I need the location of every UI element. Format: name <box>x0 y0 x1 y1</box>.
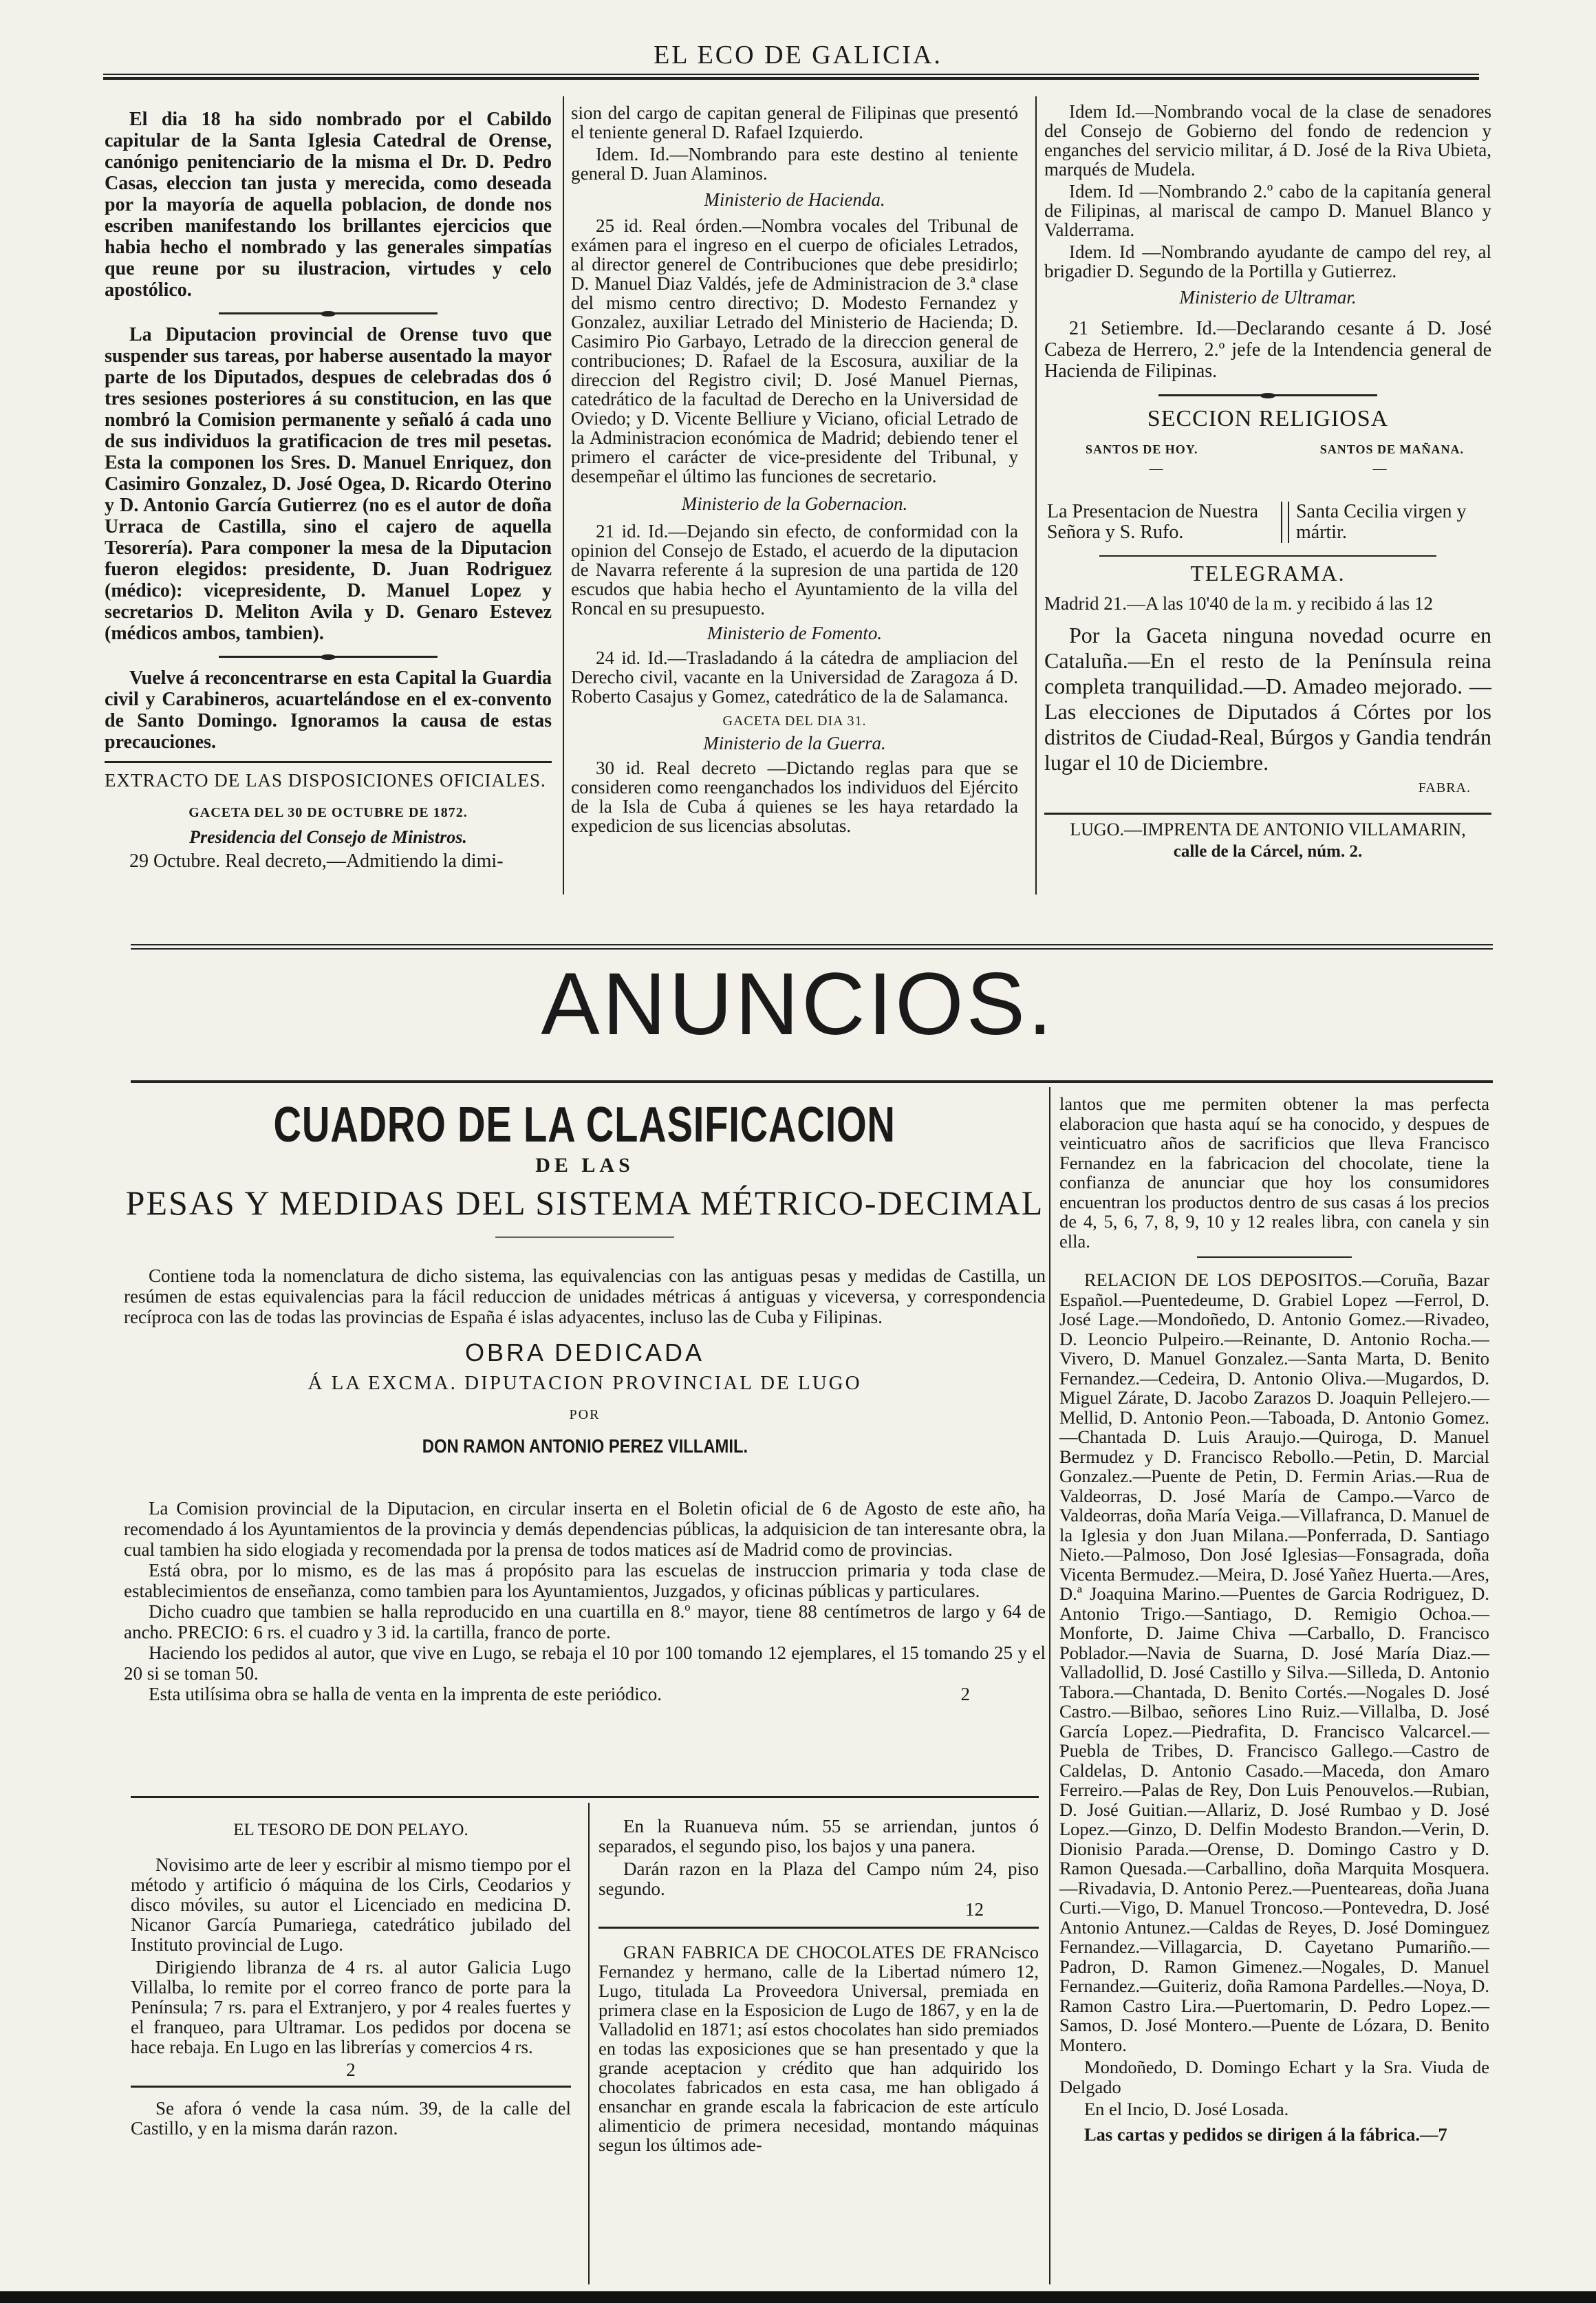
separator <box>1044 389 1491 398</box>
decree-dimision: sion del cargo de capitan general de Filipinas que presentó el teniente general D. Rafael Izquierdo. <box>571 103 1018 142</box>
ruanueva-p1: En la Ruanueva núm. 55 se arriendan, juntos ó separados, el segundo piso, los bajos y una panera. <box>598 1816 1039 1856</box>
anuncios-top-rule-2 <box>131 948 1493 950</box>
santos-hoy-heading: SANTOS DE HOY. <box>1086 442 1198 456</box>
article-guardia-civil: Vuelve á reconcentrarse en esta Capital la Guardia civil y Carabineros, acuartelándose en el ex-convento de Santo Domingo. Ignoramos la causa de estas precauciones. <box>105 667 552 753</box>
santos-manana-text: Santa Cecilia virgen y mártir. <box>1296 501 1467 543</box>
telegrama-dateline: Madrid 21.—A las 10'40 de la m. y recibido á las 12 <box>1044 593 1434 614</box>
cuadro-p1: La Comision provincial de la Diputacion, en circular inserta en el Boletin oficial de 6 de Agosto de este año, ha recomendado á los Ayuntamientos de la provincia y demás dependencias públicas, la adquisicion de tan interesante obra, la cual tambien ha sido elogiada y recomendada por la prensa de todos matices así de Madrid como de provincias. <box>124 1498 1046 1560</box>
telegrama-text: Por la Gaceta ninguna novedad ocurre en Cataluña.—En el resto de la Península reina completa tranquilidad.—D. Amadeo mejorado. —Las elecciones de Diputados á Córtes por los distritos de Ciudad-Real, Búrgos y Gandia tendrán lugar el 10 de Diciembre. <box>1044 623 1491 775</box>
imprenta-line-2: calle de la Cárcel, núm. 2. <box>1173 842 1363 861</box>
gaceta-dia-31: GACETA DEL DIA 31. <box>722 714 867 729</box>
rule <box>598 1927 1039 1929</box>
ornament-rule <box>495 1236 674 1238</box>
column-2 <box>571 103 1018 838</box>
section-rule <box>105 761 552 763</box>
cuadro-last-line <box>124 1684 1046 1704</box>
cuadro-author: DON RAMON ANTONIO PEREZ VILLAMIL. <box>422 1435 748 1457</box>
santos-divider <box>1281 502 1289 543</box>
telegrama-heading: TELEGRAMA. <box>1190 561 1346 586</box>
tesoro-p1: Novisimo arte de leer y escribir al mismo tiempo por el método y artificio ó máquina de los Cirls, Ceodarios y disco móviles, su autor el Licenciado en medicina D. Nicanor García Pumariega, catedrático jubilado del Instituto provincial de Lugo. <box>131 1854 571 1955</box>
page-bottom-edge <box>0 2291 1596 2303</box>
ministerio-fomento: Ministerio de Fomento. <box>707 623 883 643</box>
depositos-list: RELACION DE LOS DEPOSITOS.—Coruña, Bazar Español.—Puentedeume, D. Grabiel Lopez —Ferrol, D. José Lage.—Mondoñedo, D. Antonio Gomez.—Rivadeo, D. Leoncio Pulpeiro.—Reinante, D. Antonio Rocha.—Vivero, D. Manuel Gonzalez.—Santa Marta, D. Benito Fernandez.—Cedeira, D. Antonio Oliva.—Mugardos, D. Miguel Zárate, D. Jacobo Zarazos D. Joaquin Pellejero.—Mellid, D. Antonio Peon.—Taboada, D. Antonio Gomez.—Chantada D. Luis Araujo.—Quiroga, D. Manuel Bermudez y D. Francisco Rebollo.—Petin, D. Marcial Gonzalez.—Puente de Petin, D. Fermin Arias.—Rua de Valdeorras, D. José María de Campo.—Varco de Valdeorras, doña María Veiga.—Villafranca, D. Manuel de la Iglesia y don Juan Milana.—Ponferrada, D. Santiago Nieto.—Palmoso, Don José Iglesias—Fonsagrada, doña Vicenta Bermudez.—Meira, D. José Yañez Huerta.—Ares, D.ª Joaquina Marino.—Puentes de Garcia Rodriguez, D. Antonio Trigo.—Santiago, D. Remigio Ochoa.—Monforte, D. Jaime Chiva —Carballo, D. Francisco Poblador.—Navia de Suarna, D. José María Diaz.—Valladollid, D. José Castillo y Silva.—Silleda, D. Antonio Tabora.—Chantada, D. Benito Cortés.—Nogales D. José Castro.—Bilbao, señores Lino Ruiz.—Villalba, D. José García Lopez.—Piedrafita, D. Francisco Valcarcel.—Puebla de Tribes, D. Francisco Gallego.—Castro de Caldelas, D. Antonio Casado.—Maceda, don Amaro Ferreiro.—Palas de Rey, Don Luis Penouvelos.—Rubian, D. José Guitian.—Allariz, D. José Rumbao y D. José Lopez.—Ginzo, D. Delfin Modesto Brandon.—Verin, D. Dionisio Parada.—Orense, D. Domingo Castro y D. Ramon Quesada.—Carballino, doña Marquita Mosquera.—Rivadavia, D. Antonio Perez.—Puenteareas, doña Juana Curti.—Vigo, D. Manuel Troncoso.—Pontevedra, D. José Antonio Antunez.—Caldas de Reyes, D. José Dominguez Fernandez.—Villagarcia, D. Cayetano Pumariño.—Padron, D. Ramon Gimenez.—Nogales, D. Manuel Fernandez.—Guiteriz, doña Ramona Pardelles.—Noya, D. Ramon Castro Lira.—Puertomarin, D. Pedro Lopez.—Samos, D. José Montero.—Puente de Lózara, D. Benito Montero. <box>1059 1270 1489 2055</box>
santos-table <box>1044 502 1491 543</box>
santos-hoy-text: La Presentacion de Nuestra Señora y S. Rufo. <box>1047 501 1259 543</box>
decree-navarra: 21 id. Id.—Dejando sin efecto, de conformidad con la opinion del Consejo de Estado, el acuerdo de la diputacion de Navarra referente á la supresion de una partida de 120 escudos que habia hecho el Ayuntamiento de la villa del Roncal en su presupuesto. <box>571 521 1018 619</box>
column-3 <box>1044 102 1491 864</box>
cuadro-bottom-rule <box>131 1796 1039 1798</box>
separator <box>105 308 552 317</box>
ministerio-gobernacion: Ministerio de la Gobernacion. <box>681 493 908 514</box>
dedicada-a: Á LA EXCMA. DIPUTACION PROVINCIAL DE LUGO <box>308 1372 862 1394</box>
cuadro-subtitle: PESAS Y MEDIDAS DEL SISTEMA MÉTRICO-DECIMAL <box>125 1183 1044 1222</box>
presidencia-heading: Presidencia del Consejo de Ministros. <box>189 827 467 847</box>
separator <box>105 651 552 661</box>
fabrica-p1: GRAN FABRICA DE CHOCOLATES DE FRANcisco Fernandez y hermano, calle de la Libertad número 12, Lugo, titulada La Proveedora Universal, premiada en primera clase en la Esposicion de Lugo de 1867, y en la de Valladolid en 1871; así estos chocolates han sido premiados en todas las exposiciones que se han presentado y que la grande aceptacion y crédito que han adquirido los chocolates fabricados en esta casa, me han obligado á ensanchar en grande escala la fabricacion de este artículo alimenticio de primera necesidad, montando máquinas segun los últimos ade- <box>598 1942 1039 2155</box>
tesoro-title: EL TESORO DE DON PELAYO. <box>233 1821 468 1839</box>
column-divider <box>588 1803 590 2284</box>
casa-venta: Se afora ó vende la casa núm. 39, de la calle del Castillo, y en la misma darán razon. <box>131 2098 571 2139</box>
cuadro-delas: DE LAS <box>535 1154 634 1177</box>
decree-29-octubre: 29 Octubre. Real decreto,—Admitiendo la dimi- <box>129 850 504 872</box>
tesoro-p2: Dirigiendo libranza de 4 rs. al autor Galicia Lugo Villalba, lo remite por el correo franco de porte para la Península; 7 rs. para el Extranjero, y por 4 reales fuertes y el franqueo, para Ultramar. Los pedidos por docena se hace rebaja. En Lugo en las librerías y comercios 4 rs. <box>131 1957 571 2057</box>
column-divider <box>1035 96 1037 895</box>
tesoro-num: 2 <box>346 2059 356 2080</box>
cuadro-title: CUADRO DE LA CLASIFICACION <box>273 1097 896 1153</box>
article-diputacion-orense: La Diputacion provincial de Orense tuvo que suspender sus tareas, por haberse ausentado la mayor parte de los Diputados, despues de celebradas dos ó tres sesiones posteriores á su constitucion, en las que nombró la Comision permanente y señaló á cada uno de sus individuos la gratificacion de tres mil pesetas. Esta la componen los Sres. D. Manuel Enriquez, don Casimiro Gonzalez, D. José Ogea, D. Ricardo Oterino y D. Antonio García Gutierrez (no es el autor de doña Urraca de Castilla, sino el cajero de aquella Tesorería). Para componer la mesa de la Diputacion fueron elegidos: presidente, D. Juan Rodriguez (médico): vicepresidente, D. Manuel Lopez y secretarios D. Meliton Avila y D. Genaro Estevez (médicos ambos, tambien). <box>105 324 552 644</box>
cuadro-ad <box>124 1097 1046 1704</box>
depositos-mondonedo: Mondoñedo, D. Domingo Echart y la Sra. Viuda de Delgado <box>1059 2057 1489 2097</box>
cuadro-title-wrap <box>124 1097 1046 1153</box>
fabrica-continuation: lantos que me permiten obtener la mas perfecta elaboracion que hasta aquí se ha conocido, y despues de veinticuatro años de sacrificios que lleva Francisco Fernandez en la fabricacion del chocolate, tiene la confianza de anunciar que hoy los consumidores encuentran los productos dentro de sus casas á los precios de 4, 5, 6, 7, 8, 9, 10 y 12 reales libra, con canela y sin ella. <box>1059 1093 1489 1252</box>
column-divider <box>1049 1087 1050 2284</box>
cuadro-author-wrap <box>124 1436 1046 1457</box>
santos-dashes: — — <box>1149 461 1387 476</box>
header-rule-2 <box>103 77 1479 80</box>
telegrama-signature: FABRA. <box>1418 780 1471 795</box>
ruanueva-p2: Darán razon en la Plaza del Campo núm 24, piso segundo. <box>598 1859 1039 1899</box>
anuncios-title: ANUNCIOS. <box>541 955 1055 1053</box>
newspaper-title: EL ECO DE GALICIA. <box>654 41 942 69</box>
anuncios-bottom-rule <box>131 1080 1493 1083</box>
imprenta-line-1: LUGO.—IMPRENTA DE ANTONIO VILLAMARIN, <box>1070 820 1466 839</box>
cuadro-num: 2 <box>960 1684 970 1704</box>
gaceta-date: GACETA DEL 30 DE OCTUBRE DE 1872. <box>188 805 468 820</box>
decree-cabeza: 21 Setiembre. Id.—Declarando cesante á D. José Cabeza de Herrero, 2.º jefe de la Intendencia general de Hacienda de Filipinas. <box>1044 318 1491 382</box>
cuadro-p5: Esta utilísima obra se halla de venta en la imprenta de este periódico. <box>149 1684 662 1704</box>
depositos-incio: En el Incio, D. José Losada. <box>1084 2099 1289 2119</box>
decree-portilla: Idem. Id —Nombrando ayudante de campo del rey, al brigadier D. Segundo de la Portilla y Gutierrez. <box>1044 242 1491 281</box>
decree-catedra: 24 id. Id.—Trasladando á la cátedra de ampliacion del Derecho civil, vacante en la Universidad de Zaragoza á D. Roberto Casajus y Gomez, catedrático de la de Salamanca. <box>571 647 1018 707</box>
santos-headings <box>1044 440 1491 459</box>
depositos-column <box>1059 1094 1489 2147</box>
article-canonigo: El dia 18 ha sido nombrado por el Cabildo capitular de la Santa Iglesia Catedral de Orense, canónigo penitenciario de la misma el Dr. D. Pedro Casas, eleccion tan justa y merecida, como deseada por la mayoría de aquella poblacion, de donde nos escriben manifestando los brillantes ejercicios que habia hecho el nombrado y las generales simpatías que reune por su ilustracion, virtudes y celo apostólico. <box>105 109 552 301</box>
rule <box>1044 813 1491 815</box>
decree-reenganchados: 30 id. Real decreto —Dictando reglas para que se consideren como reenganchados los individuos del Ejército de la Isla de Cuba á quienes se les haya retardado la expedicion de sus licencias absolutas. <box>571 758 1018 836</box>
page-header <box>0 40 1596 70</box>
rule <box>131 2086 571 2088</box>
rule <box>1099 555 1436 557</box>
cuadro-p2: Está obra, por lo mismo, es de las mas á propósito para las escuelas de instruccion primaria y toda clase de establecimientos de enseñanza, como tambien para los Ayuntamientos, Juzgados, y oficinas públicas y particulares. <box>124 1560 1046 1601</box>
column-1 <box>105 109 552 875</box>
decree-tribunal: 25 id. Real órden.—Nombra vocales del Tribunal de exámen para el ingreso en el cuerpo de oficiales Letrados, al director generel de Contribuciones que debe presidirlo; D. Manuel Diaz Valdés, jefe de Administracion de 3.ª clase del mismo centro directivo; D. Modesto Fernandez y Gonzalez, auxiliar Letrado del Ministerio de Hacienda; D. Casimiro Pio Garbayo, Letrado de la direccion general de contribuciones; D. Rafael de la Escosura, auxiliar de la direccion del Registro civil; D. José Manuel Piernas, catedrático de la facultad de Derecho en la Universidad de Oviedo; y D. Vicente Belliure y Viciano, oficial Letrado de la Administracion económica de Madrid; debiendo tener el primero el carácter de vice-presidente del Tribunal, y desempeñar el último las funciones de secretario. <box>571 215 1018 486</box>
obra-dedicada: OBRA DEDICADA <box>464 1338 705 1367</box>
ministerio-hacienda: Ministerio de Hacienda. <box>704 189 885 210</box>
ministerio-ultramar: Ministerio de Ultramar. <box>1179 287 1357 308</box>
tesoro-ad <box>131 1820 571 2141</box>
anuncios-heading <box>0 956 1596 1053</box>
ruanueva-num: 12 <box>965 1899 984 1920</box>
ministerio-guerra: Ministerio de la Guerra. <box>703 733 886 753</box>
rule <box>1197 1256 1352 1258</box>
decree-alaminos: Idem. Id.—Nombrando para este destino al teniente general D. Juan Alaminos. <box>571 144 1018 184</box>
cuadro-intro: Contiene toda la nomenclatura de dicho sistema, las equivalencias con las antiguas pesas y medidas de Castilla, un resúmen de estas equivalencias para la fácil reduccion de unidades métricas á antiguas y viceversa, y correspondencia recíproca con las de todas las provincias de España é islas adyacentes, incluso las de Cuba y Filipinas. <box>124 1265 1046 1327</box>
column-divider <box>563 96 564 895</box>
decree-blanco: Idem. Id —Nombrando 2.º cabo de la capitanía general de Filipinas, al mariscal de campo D. Manuel Blanco y Valderrama. <box>1044 181 1491 240</box>
cuadro-p4: Haciendo los pedidos al autor, que vive en Lugo, se rebaja el 10 por 100 tomando 12 ejemplares, el 15 tomando 25 y el 20 si se toman 50. <box>124 1642 1046 1684</box>
ruanueva-ad <box>598 1817 1039 2157</box>
santos-manana-heading: SANTOS DE MAÑANA. <box>1319 442 1464 456</box>
cuadro-por: POR <box>569 1407 601 1422</box>
seccion-religiosa-heading: SECCION RELIGIOSA <box>1147 406 1389 431</box>
depositos-cartas: Las cartas y pedidos se dirigen á la fábrica.—7 <box>1084 2123 1447 2145</box>
cuadro-p3: Dicho cuadro que tambien se halla reproducido en una cuartilla en 8.º mayor, tiene 88 centímetros de largo y 64 de ancho. PRECIO: 6 rs. el cuadro y 3 id. la cartilla, franco de porte. <box>124 1601 1046 1642</box>
extracto-heading: EXTRACTO DE LAS DISPOSICIONES OFICIALES. <box>105 770 546 791</box>
decree-riva-ubieta: Idem Id.—Nombrando vocal de la clase de senadores del Consejo de Gobierno del fondo de redencion y enganches del servicio militar, á D. José de la Riva Ubieta, marqués de Mudela. <box>1044 101 1491 180</box>
header-rule <box>103 74 1479 75</box>
anuncios-top-rule <box>131 944 1493 945</box>
